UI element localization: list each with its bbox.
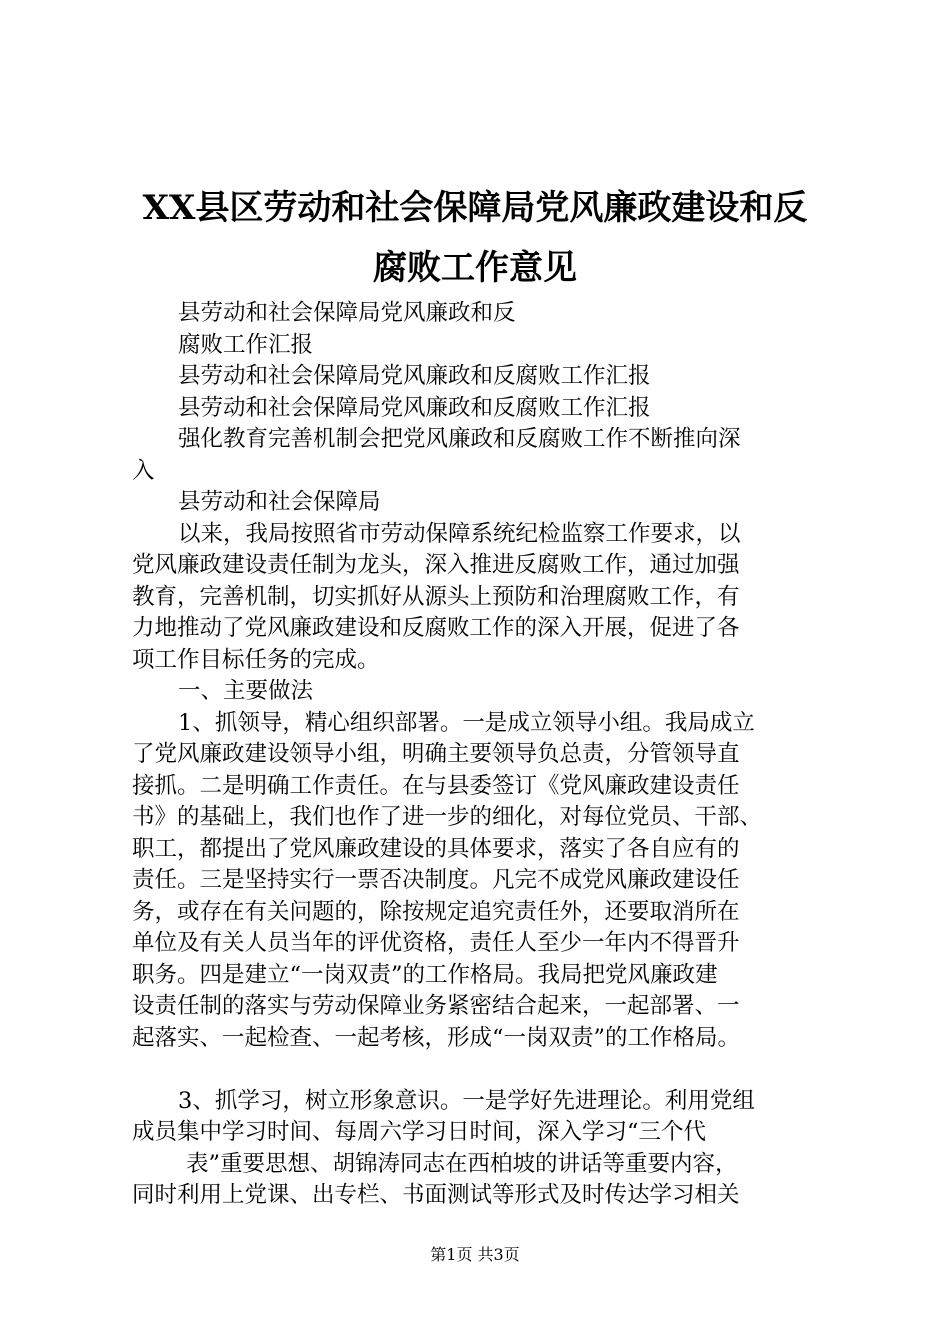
body-line: 党风廉政建设责任制为龙头，深入推进反腐败工作，通过加强 <box>132 552 740 578</box>
body-line: 书》的基础上，我们也作了进一步的细化，对每位党员、干部、 <box>132 804 763 830</box>
body-line: 表”重要思想、胡锦涛同志在西柏坡的讲话等重要内容， <box>186 1150 738 1177</box>
body-line: 职工，都提出了党风廉政建设的具体要求，落实了各自应有的 <box>132 835 740 862</box>
body-line: 了党风廉政建设领导小组，明确主要领导负总责，分管领导直 <box>132 741 740 767</box>
body-line: 县劳动和社会保障局党风廉政和反 <box>178 300 516 326</box>
body-line: 力地推动了党风廉政建设和反腐败工作的深入开展，促进了各 <box>132 615 740 641</box>
document-body <box>132 298 832 1212</box>
body-line: 职务。四是建立“一岗双责”的工作格局。我局把党风廉政建 <box>132 961 718 988</box>
paragraph-gap <box>132 1054 832 1086</box>
body-line: 1、抓领导，精心组织部署。一是成立领导小组。我局成立 <box>178 709 755 736</box>
document-title-line-2: 腐败工作意见 <box>373 248 577 288</box>
body-line: 项工作目标任务的完成。 <box>132 646 380 673</box>
body-line: 同时利用上党课、出专栏、书面测试等形式及时传达学习相关 <box>132 1182 740 1208</box>
page-footer: 第1页 共3页 <box>430 1245 520 1264</box>
body-line: 3、抓学习，树立形象意识。一是学好先进理论。利用党组 <box>178 1087 755 1114</box>
body-line: 成员集中学习时间、每周六学习日时间，深入学习“三个代 <box>132 1119 707 1145</box>
body-line: 责任。三是坚持实行一票否决制度。凡完不成党风廉政建设任 <box>132 867 740 893</box>
document-title-line-1: XX县区劳动和社会保障局党风廉政建设和反 <box>142 188 808 228</box>
body-line: 入 <box>132 457 155 484</box>
body-line: 设责任制的落实与劳动保障业务紧密结合起来，一起部署、一 <box>132 993 740 1019</box>
body-line: 单位及有关人员当年的评优资格，责任人至少一年内不得晋升 <box>132 930 740 956</box>
section-heading: 一、主要做法 <box>178 678 314 704</box>
body-line: 教育，完善机制，切实抓好从源头上预防和治理腐败工作，有 <box>132 583 740 610</box>
body-line: 县劳动和社会保障局党风廉政和反腐败工作汇报 <box>178 394 651 421</box>
body-line: 以来，我局按照省市劳动保障系统纪检监察工作要求，以 <box>178 520 741 547</box>
body-line: 接抓。二是明确工作责任。在与县委签订《党风廉政建设责任 <box>132 772 740 799</box>
body-line: 强化教育完善机制会把党风廉政和反腐败工作不断推向深 <box>178 426 741 452</box>
body-line: 务，或存在有关问题的，除按规定追究责任外，还要取消所在 <box>132 898 740 925</box>
body-line: 县劳动和社会保障局 <box>178 489 381 515</box>
body-line: 县劳动和社会保障局党风廉政和反腐败工作汇报 <box>178 363 651 389</box>
body-line: 腐败工作汇报 <box>178 331 314 358</box>
body-line: 起落实、一起检查、一起考核，形成“一岗双责”的工作格局。 <box>132 1024 741 1051</box>
